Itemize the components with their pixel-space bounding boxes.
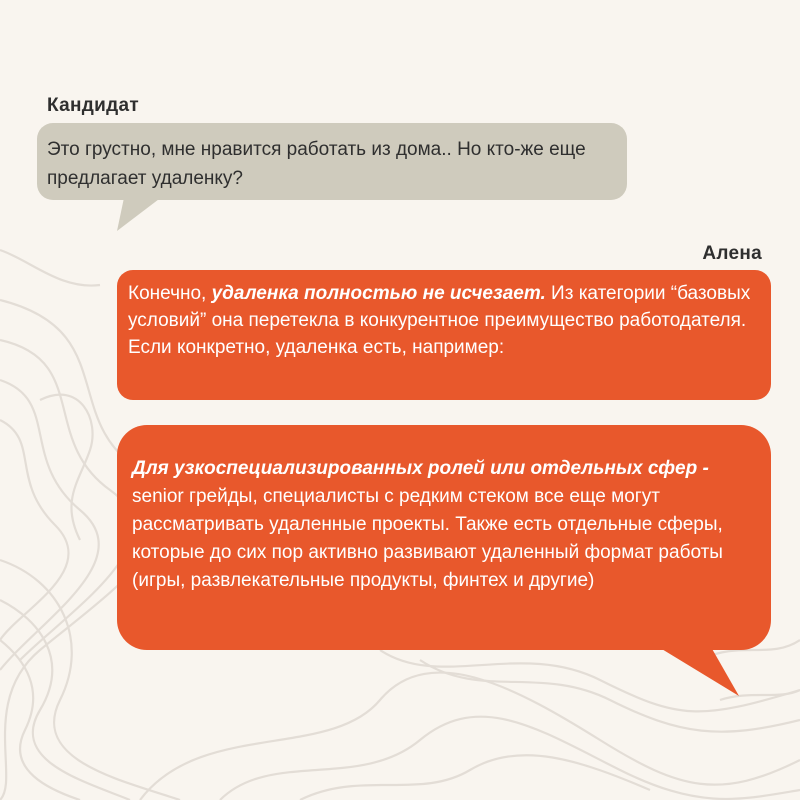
alena-message-bubble-1 <box>117 270 771 400</box>
candidate-message-text: Это грустно, мне нравится работать из дома.. Но кто-же еще предлагает удаленку? <box>47 139 586 189</box>
alena-message-1-intro: Конечно, <box>128 283 207 304</box>
alena-message-2-text: senior грейды, специалисты с редким стеком все еще могут рассматривать удаленные проекты. Также есть отдельные сферы, которые до сих пор активно развивают удаленный формат работы (игры, развлекательные продукты, финтех и другие) <box>132 486 723 591</box>
candidate-message-bubble <box>37 123 627 200</box>
alena-message-2-emphasis: Для узкоспециализированных ролей или отдельных сфер - <box>132 458 709 479</box>
candidate-bubble-tail <box>117 193 177 233</box>
alena-message-1-emphasis: удаленка полностью не исчезает. <box>211 283 546 304</box>
alena-message-1-text: Из категории “базовых условий” она перетекла в конкурентное преимущество работодателя. Если конкретно, удаленка есть, например: <box>128 283 751 358</box>
alena-message-bubble-2 <box>117 425 771 650</box>
alena-name: Алена <box>702 243 762 264</box>
candidate-name: Кандидат <box>47 95 139 116</box>
alena-bubble-tail <box>647 640 747 700</box>
